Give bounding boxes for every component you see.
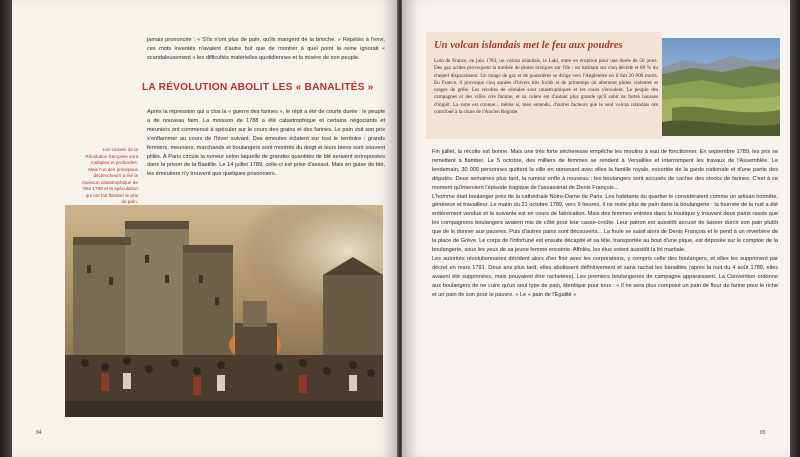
page-number-left: 84 — [36, 430, 42, 436]
side-note: Les causes de la Révolution française sont multiples et profondes. Mais l'un des principaux déclencheurs a été la moisson catastrophique de l'été 1788 et la spéculation qui ont fait flamber le prix du pain. — [81, 147, 138, 204]
right-page — [402, 0, 790, 457]
right-body-text — [432, 148, 778, 299]
right-paragraph: Fin juillet, la récolte est bonne. Mais une très forte sécheresse empêche les moulins à eau de fonctionner. En septembre 1789, les prix se remettent à flamber. Le 5 octobre, des milliers de femmes se rendent à Versailles et interrompent les travaux de l'Assemblée. Le lendemain, 30 000 personnes quittent la ville en ramenant avec elles la famille royale, escortée de la garde nationale et d'une partie des députés. Deux semaines plus tard, la rumeur enfle à nouveau : les boulangers sont accusés de cacher des stocks de farines. C'est à ce moment qu'intervient l'épisode tragique de l'assassinat de Denis François... — [432, 149, 778, 191]
page-number-right: 85 — [760, 430, 766, 436]
section-title: LA RÉVOLUTION ABOLIT LES « BANALITÉS » — [142, 82, 374, 93]
intro-paragraph: jamais prononcée : « S'ils n'ont plus de pain, qu'ils mangent de la brioche. » Répétés à l'envi, ces mots inventés n'avaient d'autre but que de montrer à quel point la reine ignorait « scandaleusement » les difficultés matérielles quotidiennes et la misère de son peuple. — [147, 37, 385, 61]
sidebar-box-title: Un volcan islandais met le feu aux poudres — [434, 40, 623, 51]
sidebar-box-text: Loin de France, en juin 1783, un volcan islandais, le Laki, entre en éruption pour une durée de 50 jours. Des gaz acides provoquent la tombée de pluies toxiques sur l'île : un habitant sur cinq décède et 80 % du cheptel disparaissent. Un nuage de gaz et de poussières se dirige vers l'Angleterre où il fait 20 000 morts. En France, il provoque cinq années d'hivers très froids et de printemps où alternent pluies violentes et orages de grêle. Les récoltes de céréales sont catastrophiques et les cours s'envolent. Le peuple des campagnes et des villes crie famine, et sa colère est d'autant plus grande qu'il subit de fortes hausses d'impôt. La suite est connue... même si, bien entendu, d'autres facteurs que le seul volcan islandais ont contribué à la chute de l'Ancien Régime. — [434, 58, 658, 116]
book-edge-right — [790, 0, 800, 457]
left-body-paragraph: Après la répression qui a clos la « guerre des farines », le répit a été de courte durée : le peuple a de nouveau faim. La moisson de 1788 a été catastrophique et certains négociants et meuniers ont commencé à spéculer sur le cours des grains et des farines. Le pain voit son prix s'enflammer au cours de l'hiver suivant. Des émeutes éclatent sur tout le territoire : grands fermiers, meuniers, marchands et boulangers sont montrés du doigt et leurs biens sont souvent pillés. À Paris circule la rumeur selon laquelle de grandes quantités de blé seraient entreposées dans la prison de la Bastille. Le 14 juillet 1789, celle-ci est prise d'assaut. Mais en guise de blé, les émeutiers n'y trouvent que quelques prisonniers. — [147, 109, 385, 178]
volcano-landscape-illustration — [662, 38, 780, 136]
volcano-landscape-photo — [662, 38, 780, 136]
right-paragraph: L'homme était boulanger près de la cathédrale Notre-Dame de Paris. Les habitants du quartier le considéraient comme un artisan honnête, généreux et travailleur. Le matin du 21 octobre 1789, vers 9 heures, il ne reste plus de pain dans la boulangerie : la fournée de la nuit a été entièrement vendue et la suivante est en cours de fabrication. Mais des femmes entrées dans la boutique y trouvent deux pains rassis que les compagnons boulangers avaient mis de côté pour leur casse-croûte. Leur patron est aussitôt accusé de laisser durcir son pain plutôt que de le donner aux pauvres. Puis d'autres pains sont découverts... La foule se saisit alors de Denis François et le pend à un réverbère de la place de Grève. Le corps de l'infortuné est ensuite décapité et sa tête, transportée au bout d'une pique, est déposée sur le comptoir de la boulangerie, sous les yeux de sa jeune femme enceinte. Affolés, les élus votent aussitôt la loi martiale. — [432, 193, 778, 253]
right-paragraph: Les autorités révolutionnaires décident alors d'en finir avec les corporations, y compris celle des boulangers, et elles les suppriment par décret en mars 1791. Deux ans plus tard, elles abolissent définitivement et sans rachat les banalités (après la nuit du 4 août 1789, elles avaient été supprimées, mais pouvaient être rachetées). Les premiers boulangeries de campagne apparaissent. La Convention ordonne aux boulangers de ne cuire qu'un seul type de pain, identique pour tous : « Il ne sera plus composé un pain de fleur de farine pour le riche et un pain de son pour le pauvre. » Le « pain de l'Égalité » — [432, 255, 778, 298]
book-edge-left — [0, 0, 12, 457]
bastille-painting — [65, 205, 383, 417]
bastille-painting-illustration — [65, 205, 383, 417]
left-page — [12, 0, 398, 457]
